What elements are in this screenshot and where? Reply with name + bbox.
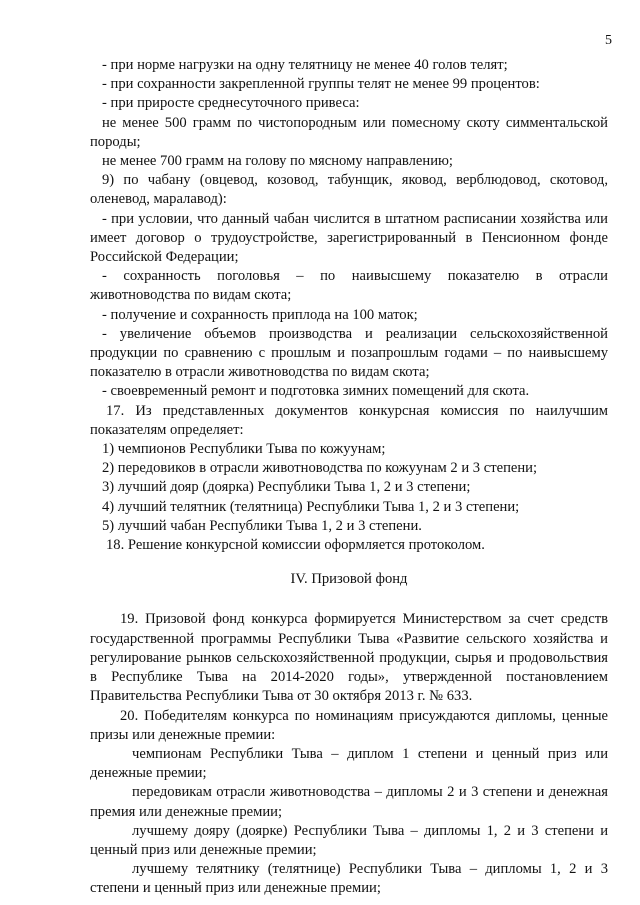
paragraph: - при приросте среднесуточного привеса: (102, 95, 360, 112)
paragraph: лучшему дояру (доярке) Республики Тыва – дипломы 1, 2 и 3 степени и ценный приз или денежные премии; (90, 822, 608, 858)
paragraph: 18. Решение конкурсной комиссии оформляется протоколом. (106, 537, 485, 554)
paragraph: лучшему телятнику (телятнице) Республики Тыва – дипломы 1, 2 и 3 степени и ценный приз или денежные премии; (90, 861, 608, 897)
paragraph: - при сохранности закрепленной группы телят не менее 99 процентов: (102, 76, 540, 93)
page-number: 5 (605, 33, 612, 48)
paragraph: - сохранность поголовья – по наивысшему показателю в отрасли животноводства по видам скота; (90, 268, 608, 304)
paragraph: не менее 500 грамм по чистопородным или помесному скоту симментальской породы; (90, 114, 608, 150)
paragraph: 20. Победителям конкурса по номинациям присуждаются дипломы, ценные призы или денежные премии: (90, 707, 608, 743)
section-heading: IV. Призовой фонд (290, 571, 408, 588)
paragraph: чемпионам Республики Тыва – диплом 1 степени и ценный приз или денежные премии; (90, 745, 608, 782)
list-item: 5) лучший чабан Республики Тыва 1, 2 и 3 степени. (102, 517, 422, 534)
paragraph: 17. Из представленных документов конкурсная комиссия по наилучшим показателям определяет: (90, 402, 608, 438)
paragraph: - получение и сохранность приплода на 100 маток; (102, 306, 418, 323)
paragraph: - при норме нагрузки на одну телятницу не менее 40 голов телят; (102, 57, 508, 73)
paragraph: - своевременный ремонт и подготовка зимних помещений для скота. (102, 383, 530, 400)
list-item: 2) передовиков в отрасли животноводства по кожуунам 2 и 3 степени; (102, 460, 538, 477)
paragraph: - увеличение объемов производства и реализации сельскохозяйственной продукции по сравнению с прошлым и позапрошлым годами – по наивысшему показателю в отрасли животноводства по видам скота; (90, 325, 608, 381)
paragraph: передовикам отрасли животноводства – дипломы 2 и 3 степени и денежная премия или денежные премии; (90, 784, 608, 820)
list-item: 3) лучший дояр (доярка) Республики Тыва 1, 2 и 3 степени; (102, 479, 471, 496)
list-item: 1) чемпионов Республики Тыва по кожуунам; (102, 441, 386, 458)
document-body (90, 56, 608, 899)
paragraph: 9) по чабану (овцевод, козовод, табунщик, яковод, верблюдовод, скотовод, оленевод, маралавод): (90, 172, 608, 208)
list-item: 4) лучший телятник (телятница) Республики Тыва 1, 2 и 3 степени; (102, 498, 520, 515)
paragraph: 19. Призовой фонд конкурса формируется Министерством за счет средств государственной программы Республики Тыва «Развитие сельского хозяйства и регулирование рынков сельскохозяйственной продукции, сырья и продовольствия в Республике Тыва на 2014-2020 годы», утвержденной постановлением Правительства Республики Тыва от 30 октября 2013 г. № 633. (90, 611, 608, 705)
paragraph: - при условии, что данный чабан числится в штатном расписании хозяйства или имеет договор о трудоустройстве, зарегистрированный в Пенсионном фонде Российской Федерации; (90, 210, 608, 266)
paragraph: не менее 700 грамм на голову по мясному направлению; (102, 153, 453, 170)
